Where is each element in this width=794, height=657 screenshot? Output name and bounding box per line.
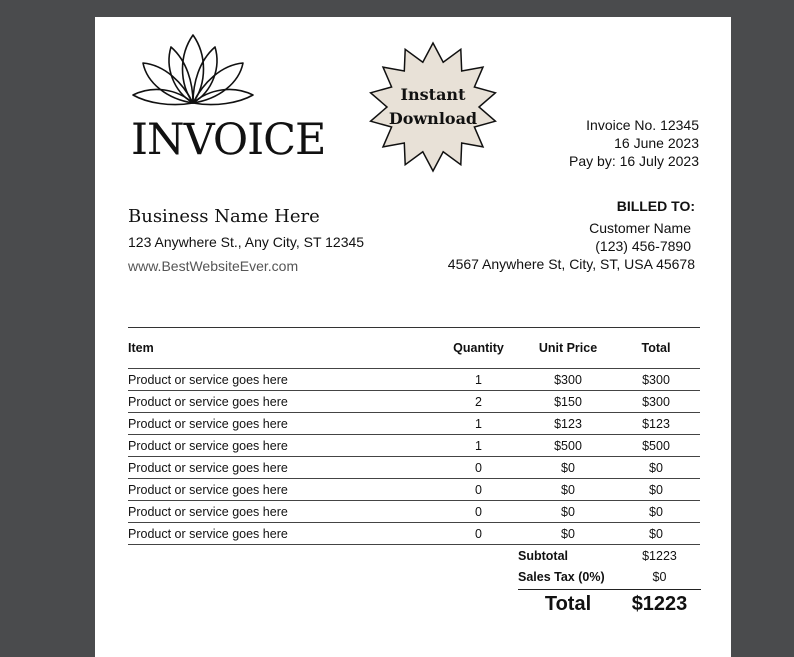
row-total: $0 bbox=[612, 457, 700, 479]
table-row bbox=[128, 501, 700, 523]
grand-total-value: $1223 bbox=[631, 592, 688, 615]
table-row bbox=[128, 479, 700, 501]
invoice-items-table bbox=[128, 327, 700, 545]
invoice-meta bbox=[569, 116, 699, 170]
row-unit-price: $123 bbox=[524, 413, 612, 435]
table-row bbox=[128, 413, 700, 435]
row-quantity: 0 bbox=[433, 457, 524, 479]
header-item: Item bbox=[128, 328, 433, 369]
grand-total-label: Total bbox=[544, 592, 592, 615]
sales-tax-row bbox=[518, 566, 701, 587]
invoice-date: 16 June 2023 bbox=[614, 135, 699, 151]
row-total: $300 bbox=[612, 391, 700, 413]
sales-tax-value: $0 bbox=[652, 569, 667, 584]
row-quantity: 1 bbox=[433, 369, 524, 391]
invoice-summary bbox=[518, 545, 701, 618]
row-item: Product or service goes here bbox=[128, 523, 433, 545]
sales-tax-label: Sales Tax (0%) bbox=[518, 569, 605, 584]
billed-to-label: BILLED TO: bbox=[616, 198, 695, 214]
table-row bbox=[128, 391, 700, 413]
subtotal-value: $1223 bbox=[642, 548, 677, 563]
table-row bbox=[128, 435, 700, 457]
row-quantity: 0 bbox=[433, 479, 524, 501]
customer-address: 4567 Anywhere St, City, ST, USA 45678 bbox=[447, 256, 695, 272]
customer-phone: (123) 456-7890 bbox=[595, 238, 691, 254]
row-unit-price: $500 bbox=[524, 435, 612, 457]
billed-to bbox=[448, 197, 695, 273]
row-total: $300 bbox=[612, 369, 700, 391]
badge-line-2: Download bbox=[388, 109, 478, 128]
header-total: Total bbox=[612, 328, 700, 369]
row-unit-price: $0 bbox=[524, 457, 612, 479]
row-unit-price: $0 bbox=[524, 479, 612, 501]
header-unit-price: Unit Price bbox=[524, 328, 612, 369]
row-item: Product or service goes here bbox=[128, 435, 433, 457]
subtotal-row bbox=[518, 545, 701, 566]
row-unit-price: $150 bbox=[524, 391, 612, 413]
pay-by-date: Pay by: 16 July 2023 bbox=[569, 153, 699, 169]
badge-line-1: Instant bbox=[400, 85, 466, 104]
invoice-title: INVOICE bbox=[131, 115, 326, 165]
row-quantity: 1 bbox=[433, 435, 524, 457]
row-item: Product or service goes here bbox=[128, 479, 433, 501]
instant-download-badge bbox=[367, 41, 499, 173]
row-total: $0 bbox=[612, 501, 700, 523]
row-quantity: 2 bbox=[433, 391, 524, 413]
table-row bbox=[128, 457, 700, 479]
row-total: $0 bbox=[612, 523, 700, 545]
row-total: $500 bbox=[612, 435, 700, 457]
business-name: Business Name Here bbox=[128, 206, 320, 227]
table-row bbox=[128, 523, 700, 545]
header-quantity: Quantity bbox=[433, 328, 524, 369]
subtotal-label: Subtotal bbox=[518, 548, 568, 563]
row-item: Product or service goes here bbox=[128, 369, 433, 391]
row-item: Product or service goes here bbox=[128, 501, 433, 523]
row-unit-price: $0 bbox=[524, 501, 612, 523]
grand-total-row bbox=[518, 589, 701, 618]
customer-name: Customer Name bbox=[589, 220, 691, 236]
invoice-page bbox=[95, 17, 731, 657]
row-total: $123 bbox=[612, 413, 700, 435]
business-info bbox=[128, 205, 364, 276]
business-website: www.BestWebsiteEver.com bbox=[128, 258, 299, 274]
invoice-number: Invoice No. 12345 bbox=[586, 117, 699, 133]
table-row bbox=[128, 369, 700, 391]
row-quantity: 0 bbox=[433, 523, 524, 545]
row-item: Product or service goes here bbox=[128, 413, 433, 435]
lotus-logo-icon bbox=[131, 27, 255, 111]
row-item: Product or service goes here bbox=[128, 457, 433, 479]
row-unit-price: $300 bbox=[524, 369, 612, 391]
row-unit-price: $0 bbox=[524, 523, 612, 545]
row-quantity: 0 bbox=[433, 501, 524, 523]
row-total: $0 bbox=[612, 479, 700, 501]
badge-text bbox=[367, 83, 499, 131]
business-address: 123 Anywhere St., Any City, ST 12345 bbox=[128, 234, 365, 250]
row-quantity: 1 bbox=[433, 413, 524, 435]
row-item: Product or service goes here bbox=[128, 391, 433, 413]
table-header-row bbox=[128, 328, 700, 369]
